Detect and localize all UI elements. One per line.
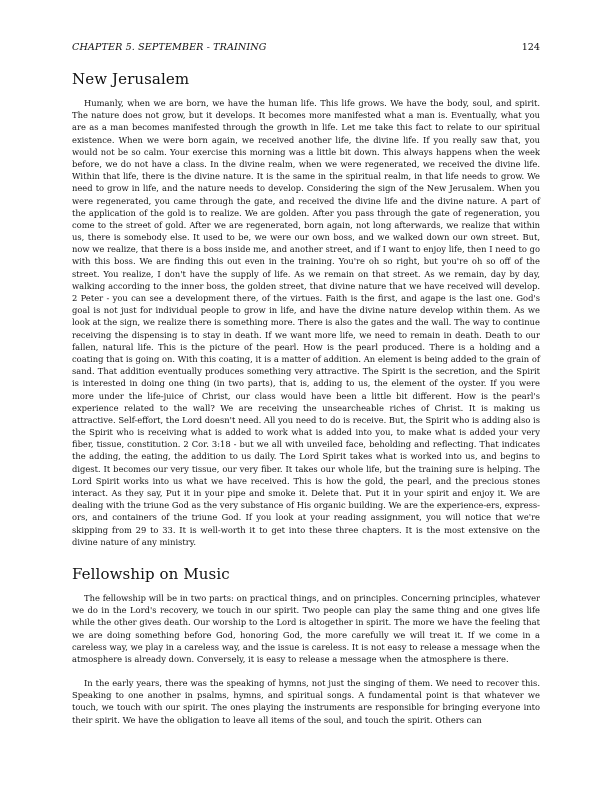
document-page xyxy=(72,42,540,726)
page-number: 124 xyxy=(521,42,540,53)
paragraph: The fellowship will be in two parts: on practical things, and on principles. Concerning principles, whatever we do in the Lord's recovery, we touch in our spirit. Two people can play the same thing and one gives life while the other gives death. Our worship to the Lord is altogether in spirit. The more we have the feeling that we are doing something before God, honoring God, the more carefully we will treat it. If we come in a careless way, we play in a careless way, and the issue is careless. It is not easy to release a message when the atmosphere is already down. Conversely, it is easy to release a message when the atmosphere is there. xyxy=(72,592,540,664)
running-header xyxy=(72,42,540,53)
section-title: Fellowship on Music xyxy=(72,564,230,583)
section-fellowship-on-music xyxy=(72,565,540,726)
paragraph: In the early years, there was the speaking of hymns, not just the singing of them. We need to recover this. Speaking to one another in psalms, hymns, and spiritual songs. A fundamental point is that whatever we touch, we touch with our spirit. The ones playing the instruments are responsible for bringing everyone into their spirit. We have the obligation to leave all items of the soul, and touch the spirit. Others can xyxy=(72,678,540,725)
section-new-jerusalem xyxy=(72,70,540,548)
section-title: New Jerusalem xyxy=(72,70,190,88)
chapter-heading: CHAPTER 5. SEPTEMBER - TRAINING xyxy=(72,42,267,53)
paragraph: Humanly, when we are born, we have the human life. This life grows. We have the body, soul, and spirit. The nature does not grow, but it develops. It becomes more manifested what a man is. Eventually, what you are as a man becomes manifested through the growth in life. Let me take this fact to relate to our spiritual existence. When we were born again, we received another life, the divine life. If you really saw that, you would not be so calm. Your exercise this morning was a little bit down. This always happens when the week before, we do not have a class. In the divine realm, when we were regenerated, we received the divine life. Within that life, there is the divine nature. It is the same in the spiritual realm, in that life needs to grow. We need to grow in life, and the nature needs to develop. Considering the sign of the New Jerusalem. When you were regenerated, you came through the gate, and received the divine life and the divine nature. A part of the application of the gold is to realize. We are golden. After you pass through the gate of regeneration, you come to the street of gold. After we are regenerated, born again, not long afterwards, we realize that within us, there is somebody else. It used to be, we were our own boss, and we walked down our own street. But, now we realize, that there is a boss inside me, and another street, and if I want to enjoy life, then I need to go with this boss. We are finding this out even in the training. You're oh so right, but you're oh so off of the street. You realize, I don't have the supply of life. As we remain on that street. As we remain, day by day, walking according to the inner boss, the golden street, that divine nature that we have received will develop. 2 Peter - you can see a development there, of the virtues. Faith is the first, and agape is the last one. God's goal is not just for individual people to grow in life, and have the divine nature develop within them. As we look at the sign, we realize there is something more. There is also the gates and the wall. The way to continue receiving the dispensing is to stay in death. If we want more life, we need to remain in death. Death to our fallen, natural life. This is the picture of the pearl. How is the pearl produced. There is a holding and a coating that is going on. With this coating, it is a matter of addition. An element is being added to the grain of sand. That addition eventually produces something very attractive. The Spirit is the secretion, and the Spirit is interested in doing one thing (in two parts), that is, adding to us, the element of the oyster. If you were more under the life-juice of Christ, our class would have been a little bit different. How is the pearl's experience related to the wall? We are receiving the unsearcheable riches of Christ. It is making us attractive. Self-effort, the Lord doesn't need. All you need to do is receive. But, the Spirit who is adding also is the Spirit who is receiving what is added to work what is added into you, to make what is added your very fiber, tissue, constitution. 2 Cor. 3:18 - but we all with unveiled face, beholding and reflecting. That indicates the adding, the eating, the addition to us daily. The Lord Spirit takes what is worked into us, and begins to digest. It becomes our very tissue, our very fiber. It takes our whole life, but the training sure is helping. The Lord Spirit works into us what we have received. This is how the gold, the pearl, and the precious stones interact. As they say, Put it in your pipe and smoke it. Delete that. Put it in your spirit and enjoy it. We are dealing with the triune God as the very substance of His organic building. We are the experience-ers, express-ors, and containers of the triune God. If you look at your reading assignment, you will notice that we're skipping from 29 to 33. It is well-worth it to get into these three chapters. It is the most extensive on the divine nature of any ministry. xyxy=(72,98,540,547)
